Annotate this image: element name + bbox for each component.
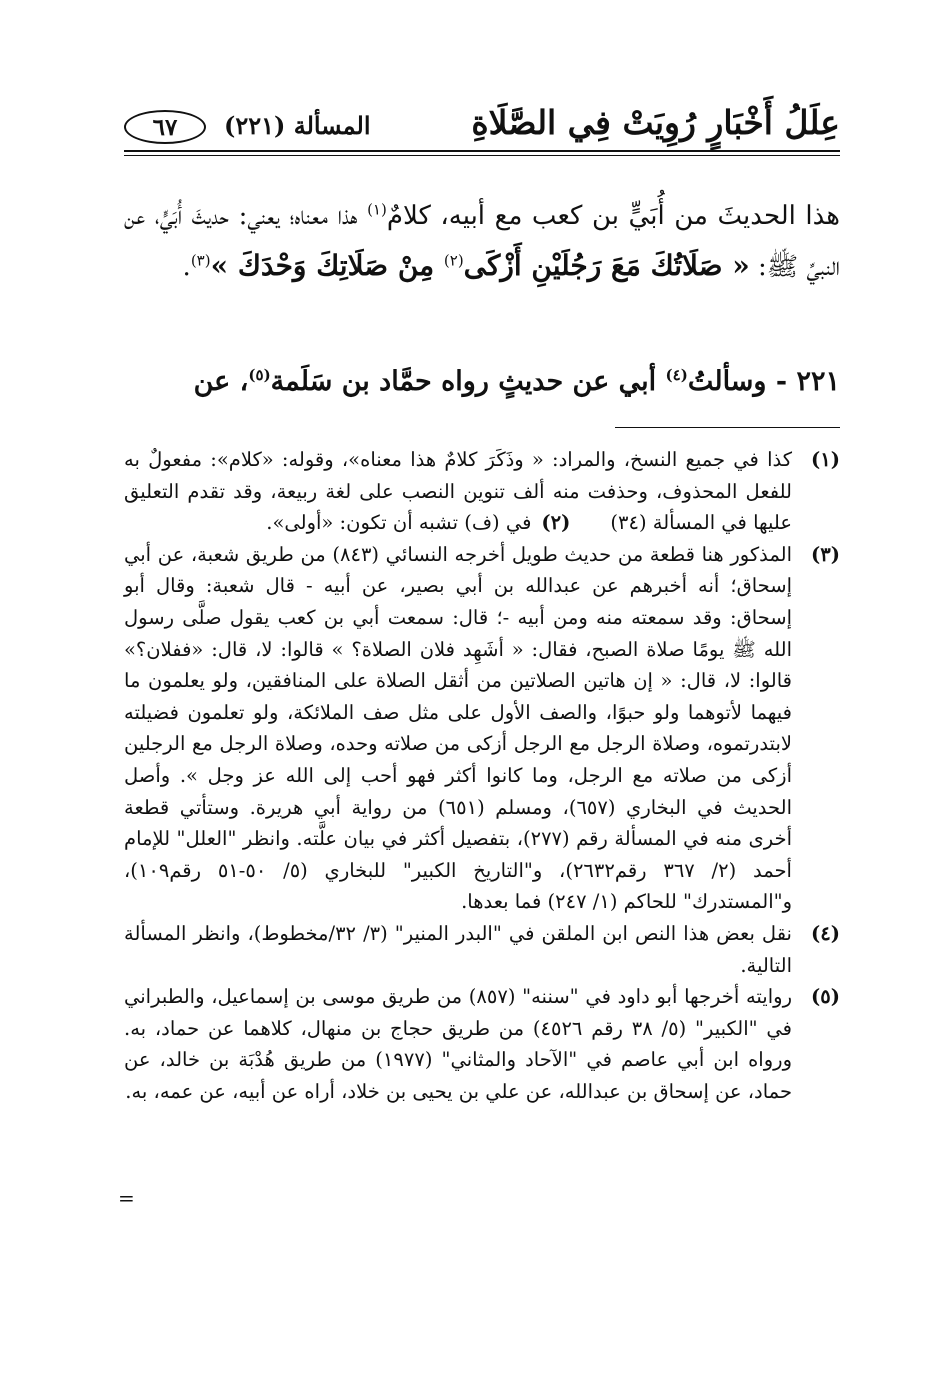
page-number-oval [124, 110, 206, 144]
footnote-ref-1: (١) [367, 200, 387, 219]
footnote-ref-4: (٤) [665, 366, 688, 384]
footnote-text-inline: في (ف) تشبه أن تكون: «أولى». [266, 511, 532, 535]
footnote-body [124, 444, 792, 539]
question-text-a: وسألتُ [687, 366, 767, 397]
footnote-number-inline: (٢) [541, 511, 571, 535]
footnotes [124, 444, 840, 1107]
footnote-separator [615, 427, 840, 428]
issue-label: المسألة (٢٢١) [224, 111, 371, 140]
question-text-b: أبي عن حديثٍ رواه حمَّاد بن سَلَمة [270, 366, 666, 397]
footnote-number: (٤) [811, 921, 840, 945]
question-text-c: ، عن [193, 366, 249, 397]
footnote-5 [124, 981, 840, 1107]
footnote-text: كذا في جميع النسخ، والمراد: « وذَكَرَ كلامٌ هذا معناه»، وقوله: «كلام»: مفعولٌ به للفعل المحذوف، وحذفت منه ألف تنوين النصب على لغة ربيعة، وقد تقدم التعليق عليها في المسألة (٣٤) [124, 448, 792, 535]
body-paragraph [124, 192, 840, 292]
body-text-1: هذا الحديثَ من أُبَيٍّ بن كعب مع أبيه، كلامٌ [386, 201, 841, 231]
body-text-end: . [182, 252, 191, 282]
hadith-text-b: مِنْ صَلَاتِكَ وَحْدَكَ » [210, 249, 444, 282]
book-title: عِلَلُ أَخْبَارٍ رُوِيَتْ فِي الصَّلَاةِ [471, 103, 840, 142]
header-rule-thin [124, 155, 840, 156]
question-number: ٢٢١ - [766, 366, 840, 397]
footnote-text: المذكور هنا قطعة من حديث طويل أخرجه النسائي (٨٤٣) من طريق شعبة، عن أبي إسحاق؛ أنه أخبرهم عن عبدالله بن أبي بصير، عن أبيه - قال شعبة: وقال أبو إسحاق: وقد سمعته منه ومن أبيه -؛ قال: سمعت أبي بن كعب يقول صلَّى رسول الله ﷺ يومًا صلاة الصبح، فقال: « أشَهِد فلان الصلاة؟ » قالوا: لا، قال: «ففلان؟» قالوا: لا، قال: « إن هاتين الصلاتين من أثقل الصلاة على المنافقين، ولو يعلمون ما فيهما لأتوهما ولو حبوًا، والصف الأول على مثل صف الملائكة، ولو تعلمون فضيلته لابتدرتموه، وصلاة الرجل مع الرجل أزكى من صلاته وحده، وصلاة الرجل مع الرجلين أزكى من صلاته مع الرجل، وما كانوا أكثر فهو أحب إلى الله عز وجل ». وأصل الحديث في البخاري (٦٥٧)، ومسلم (٦٥١) من رواية أبي هريرة. وستأتي قطعة أخرى منه في المسألة رقم (٢٧٧)، بتفصيل أكثر في بيان علَّته. وانظر "العلل" للإمام أحمد (٢/ ٣٦٧ رقم٢٦٣٢)، و"التاريخ الكبير" للبخاري (٥/ ٥٠-٥١ رقم١٠٩)، و"المستدرك" للحاكم (١/ ٢٤٧) فما بعدها. [124, 542, 792, 914]
footnote-number: (١) [811, 448, 840, 471]
footnote-text: نقل بعض هذا النص ابن الملقن في "البدر المنير" (٣/ ٣٢/مخطوط)، وانظر المسألة التالية. [124, 921, 792, 977]
footnote-ref-5: (٥) [248, 366, 271, 384]
continuation-mark: = [118, 1186, 135, 1210]
footnote-3 [124, 539, 840, 918]
page-number: ٦٧ [152, 113, 178, 141]
hadith-text-a: « صَلَاتُكَ مَعَ رَجُلَيْنِ أَزْكَى [463, 249, 750, 282]
main-text [124, 192, 840, 292]
footnote-ref-3: (٣) [190, 251, 211, 270]
footnote-number: (٣) [811, 542, 840, 566]
running-header [124, 98, 840, 160]
body-text-2: حديثَ أُبَيٍّ، عن النبيِّ ﷺ: [124, 201, 840, 282]
question-heading [124, 360, 840, 404]
footnote-number: (٥) [811, 985, 840, 1009]
footnote-1 [124, 444, 840, 539]
footnote-4 [124, 918, 840, 981]
header-rule [124, 150, 840, 152]
body-text-1-end: هذا معناه؛ يعني: [238, 201, 368, 231]
footnote-ref-2: (٢) [443, 251, 464, 270]
footnote-text: روايته أخرجها أبو داود في "سننه" (٨٥٧) من طريق موسى بن إسماعيل، والطبراني في "الكبير" (٥/ ٣٨ رقم ٤٥٢٦) من طريق حجاج بن منهال، كلاهما عن حماد، به. ورواه ابن أبي عاصم في "الآحاد والمثاني" (١٩٧٧) من طريق هُدْبَة بن خالد، عن حماد، عن إسحاق بن عبدالله، عن علي بن يحيى بن خلاد، أراه عن أبيه، عن عمه، به. [124, 985, 792, 1103]
